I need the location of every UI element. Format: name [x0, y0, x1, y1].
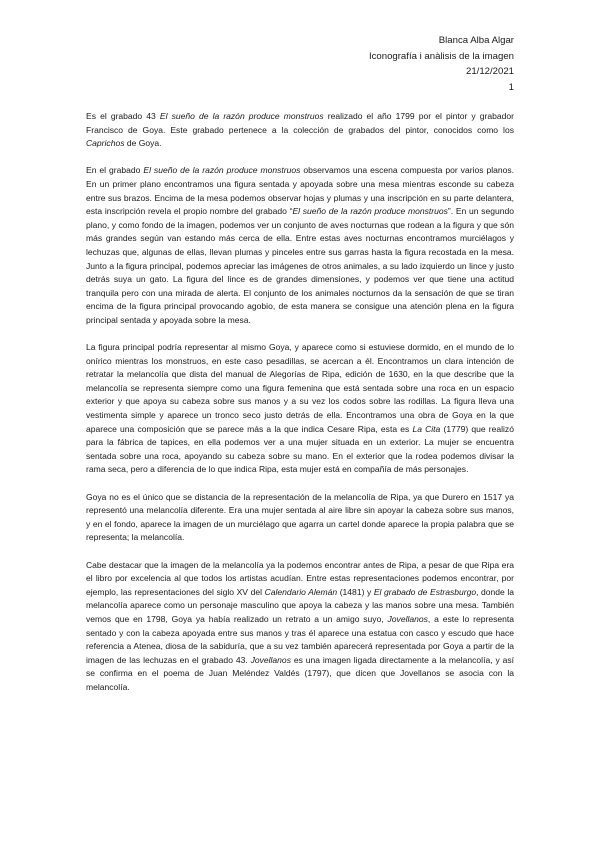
- italic-title-text: Calendario Alemán: [264, 586, 338, 597]
- text-run: realizado el año 1799 por el pintor y grabador Francisco de Goya. Este grabado pertenece a la colección de grabados del pintor, conocidos como los: [86, 111, 515, 135]
- italic-title-text: El sueño de la razón produce monstruos: [143, 165, 301, 176]
- document-body: [86, 110, 514, 708]
- text-run: (1779) que realizó para la fábrica de tapices, en ella podemos ver a una mujer situada en un exterior. La mujer se encuentra sentada sobre una roca, apoyando su cabeza sobre su mano. En el exterior que la rodea podemos divisar la rama seca, pero a diferencia de lo que indica Ripa, esta mujer está en compañía de más personajes.: [86, 423, 514, 475]
- paragraph-4: [86, 491, 514, 545]
- course-title: Iconografía i anàlisis de la imagen: [368, 50, 514, 62]
- text-run: La figura principal podría representar al mismo Goya, y aparece como si estuviese dormido, en el mundo de lo onírico mientras los monstruos, en este caso pesadillas, se acercan a él. Encontramos un clara intención de retratar la melancolía que dista del manual de Alegorías de Ripa, edición de 1630, en la que describe que la melancolía se representa siempre como una figura femenina que está sentada sobre una roca en un espacio exterior y que apoya su cabeza sobre sus manos y a su vez los codos sobre las rodillas. La figura lleva una vestimenta simple y aparece un tronco seco justo detrás de ella. Encontramos una obra de Goya en la que aparece una composición que se parece más a la que indica Cesare Ripa, esta es: [86, 342, 514, 434]
- text-run: Es el grabado 43: [86, 111, 160, 121]
- page-number: 1: [508, 81, 514, 93]
- text-run: (1481) y: [337, 586, 374, 597]
- italic-title-text: La Cita: [412, 423, 441, 434]
- text-run: Goya no es el único que se distancia de la representación de la melancolía de Ripa, ya que Durero en 1517 ya representó una melancolía diferente. Era una mujer sentada al aire libre sin apoyar la cabeza sobre sus manos, y en el fondo, aparece la imagen de un murciélago que agarra un cartel donde aparece la propia palabra que se representa; la melancolía.: [86, 491, 514, 543]
- italic-title-text: Jovellanos: [387, 613, 428, 624]
- text-run: Cabe destacar que la imagen de la melancolía ya la podemos encontrar antes de Ripa, a pesar de que Ripa era el libro por excelencia al que todos los artistas acudían. Entre estas representaciones podemos encontrar, por ejemplo, las representaciones del siglo XV del: [86, 559, 514, 597]
- document-date: 21/12/2021: [465, 66, 514, 78]
- author-name: Blanca Alba Algar: [438, 35, 514, 46]
- text-run: , donde la melancolía aparece como un personaje masculino que apoya la cabeza y las manos sobre una mesa. También vemos que en 1798, Goya ya había realizado un retrato a un amigo suyo,: [86, 586, 515, 624]
- text-run: , a este lo representa sentado y con la cabeza apoyada entre sus manos y tras él aparece una estatua con casco y escudo que hace referencia a Atenea, diosa de la sabiduría, que a su vez también aparecerá representada por Goya a partir de la imagen de las lechuzas en el grabado 43.: [86, 613, 515, 665]
- italic-title-text: El sueño de la razón produce monstruos: [292, 206, 448, 217]
- paragraph-2: [86, 164, 514, 327]
- text-run: de Goya.: [124, 138, 162, 149]
- paragraph-5: [86, 559, 514, 695]
- text-run: es una imagen ligada directamente a la melancolía, y así se confirma en el poema de Juan Meléndez Valdés (1797), que dicen que Jovellanos se asocia con la melancolía.: [86, 654, 514, 692]
- paragraph-1: [86, 110, 514, 151]
- italic-title-text: El grabado de Estrasburgo: [373, 586, 477, 597]
- italic-title-text: Caprichos: [86, 138, 125, 149]
- text-run: observamos una escena compuesta por varios planos. En un primer plano encontramos una figura sentada y apoyada sobre una mesa mientras esconde su cabeza entre sus brazos. Encima de la mesa podemos observar hojas y plumas y una inscripción en su parte delantera, esta inscripción revela el propio nombre del grabado “: [86, 165, 515, 217]
- italic-title-text: El sueño de la razón produce monstruos: [159, 111, 324, 121]
- paragraph-3: [86, 341, 514, 477]
- text-run: ”. En un segundo plano, y como fondo de la imagen, podemos ver un conjunto de aves nocturnas que rodean a la figura y que són más grandes según van estando más cerca de ella. Entre estas aves nocturnas encontramos murciélagos y lechuzas que, algunas de ellas, llevan plumas y pinceles entre sus garras hasta la figura recostada en la mesa. Junto a la figura principal, podemos apreciar las imágenes de otros animales, a su lado izquierdo un lince y justo detrás suya un gato. La figura del lince es de grandes dimensiones, y podemos ver que tiene una actitud tranquila pero con una mirada de alerta. El conjunto de los animales nocturnos da la sensación de que se tiran encima de la figura principal provocando agobio, de esta manera se consigue una atención plena en la figura principal sentada y apoyada sobre la mesa.: [86, 206, 514, 325]
- text-run: En el grabado: [86, 165, 144, 176]
- italic-title-text: Jovellanos: [250, 654, 291, 665]
- document-header: [369, 33, 514, 95]
